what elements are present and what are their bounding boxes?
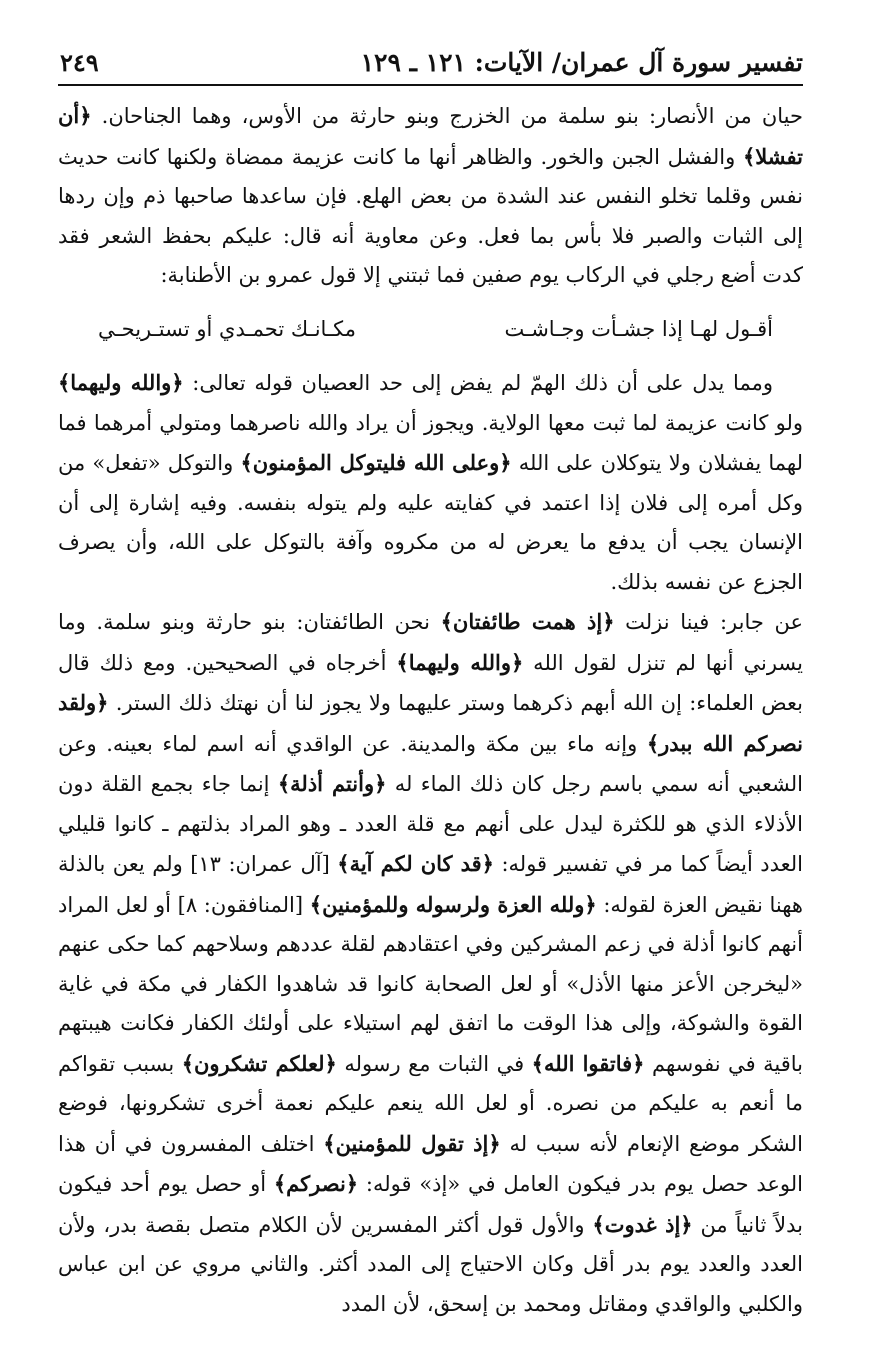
quran-quote: ﴿ولله العزة ولرسوله وللمؤمنين﴾ [309, 891, 597, 917]
text-run: اختلف المفسرون في أن هذا الوعد حصل يوم بدر فيكون العامل في «إذ» قوله: [58, 1131, 803, 1196]
text-run: ومما يدل على أن ذلك الهمّ لم يفض إلى حد العصيان قوله تعالى: [183, 371, 773, 395]
quran-quote: ﴿نصركم﴾ [273, 1171, 359, 1196]
text-run: في الثبات مع رسوله [336, 1051, 532, 1076]
text-run: والفشل الجبن والخور. والظاهر أنها ما كانت عزيمة ممضاة ولكنها كانت حديث نفس وقلما تخلو النفس عند الشدة من بعض الهلع. فإن ساعدها صاحبها ذم وإن ردها إلى الثبات والصبر فلا بأس بما فعل. وعن معاوية أنه قال: عليكم بحفظ الشعر فقد كدت أضع رجلي في الركاب يوم صفين فما ثبتني إلا قول عمرو بن الأطنابة: [58, 144, 803, 287]
text-run: بسبب تقواكم ما أنعم به عليكم من نصره. أو لعل الله ينعم عليكم نعمة أخرى تشكرونها، فوضع الشكر موضع الإنعام لأنه سبب له [58, 1051, 803, 1156]
quran-quote: ﴿وأنتم أذلة﴾ [277, 771, 387, 796]
paragraph-p1 [58, 96, 803, 296]
poem-verse [58, 296, 803, 364]
text-run: حيان من الأنصار: بنو سلمة من الخزرج وبنو حارثة من الأوس، وهما الجناحان. [91, 104, 803, 128]
paragraph-p3 [58, 602, 803, 1324]
quran-quote: ﴿قد كان لكم آية﴾ [337, 851, 494, 876]
text-run: والتوكل «تفعل» من وكل أمره إلى فلان إذا اعتمد في كفايته عليه ولم يتوله بنفسه. وفيه إشارة إلى أن الإنسان يجب أن يدفع ما يعرض له من مكروه وآفة بالتوكل على الله، وأن يصرف الجزع عن نفسه بذلك. [58, 451, 803, 594]
quran-quote: ﴿إذ تقول للمؤمنين﴾ [323, 1130, 501, 1156]
quran-quote: ﴿إذ غدوت﴾ [592, 1211, 693, 1237]
text-run: إنما جاء بجمع القلة دون الأذلاء الذي هو للكثرة ليدل على أنهم مع قلة العدد ـ وهو المراد بذلتهم ـ كانوا قليلي العدد أيضاً كما مر في تفسير قوله: [58, 772, 803, 876]
quran-quote: ﴿فاتقوا الله﴾ [531, 1050, 645, 1076]
text-run: وإنه ماء بين مكة والمدينة. عن الواقدي أنه اسم لماء بعينه. وعن الشعبي أنه سمي باسم رجل كان ذلك الماء له [58, 731, 803, 796]
quran-quote: ﴿ولقد نصركم الله ببدر﴾ [58, 690, 803, 756]
text-run: والأول قول أكثر المفسرين لأن الكلام متصل بقصة بدر، ولأن العدد والعدد يوم بدر أقل وكان الاحتياج إلى المدد أكثر. والثاني مروي عن ابن عباس والكلبي والواقدي ومقاتل ومحمد بن إسحق، لأن المدد [58, 1212, 803, 1316]
text-run: أو حصل يوم أحد فيكون بدلاً ثانياً من [58, 1172, 803, 1237]
text-run: [آل عمران: ١٣] ولم يعن بالذلة ههنا نقيض العزة لقوله: [58, 852, 803, 917]
poem-hemistich-left: مكـانـك تحمـدي أو تستـريحـي [98, 316, 356, 341]
quran-quote: ﴿لعلكم تشكرون﴾ [181, 1050, 337, 1076]
quran-quote: ﴿وعلى الله فليتوكل المؤمنون﴾ [240, 450, 512, 475]
quran-quote: ﴿والله وليهما﴾ [58, 370, 184, 395]
quran-quote: ﴿أن تفشلا﴾ [58, 103, 803, 169]
running-title: تفسير سورة آل عمران/ الآيات: ١٢١ ـ ١٢٩ [360, 48, 803, 77]
paragraph-group-2 [58, 363, 803, 1324]
text-run: [المنافقون: ٨] أو لعل المراد أنهم كانوا أذلة في زعم المشركين وفي اعتقادهم لقلة عددهم وسلاحهم كما حكى عنهم «ليخرجن الأعز منها الأذل» أو لعل الصحابة كانوا قد شاهدوا الكفار في مكة في غاية القوة والشوكة، وإلى هذا الوقت ما اتفق لهم استيلاء على أولئك الكفار فكانت هيبتهم باقية في نفوسهم [58, 892, 803, 1076]
body-text [58, 96, 803, 1324]
page-number: ٢٤٩ [60, 48, 99, 77]
poem-hemistich-right: أقـول لهـا إذا جشـأت وجـاشـت [504, 316, 773, 341]
quran-quote: ﴿إذ همت طائفتان﴾ [440, 609, 615, 634]
text-run: عن جابر: فينا نزلت [614, 610, 803, 634]
text-run: ولو كانت عزيمة لما ثبت معها الولاية. ويجوز أن يراد والله ناصرهما ومتولي أمرهما فما لهما يفشلان ولا يتوكلان على الله [58, 410, 803, 475]
paragraph-p2 [58, 363, 803, 602]
text-run: أخرجاه في الصحيحين. ومع ذلك قال بعض العلماء: إن الله أبهم ذكرهما وستر عليهما ولا يجوز لنا أن نهتك ذلك الستر. [58, 650, 803, 715]
page-header [58, 44, 803, 86]
quran-quote: ﴿والله وليهما﴾ [396, 649, 524, 675]
text-run: نحن الطائفتان: بنو حارثة وبنو سلمة. وما يسرني أنها لم تنزل لقول الله [58, 610, 803, 675]
paragraph-group-1 [58, 96, 803, 296]
